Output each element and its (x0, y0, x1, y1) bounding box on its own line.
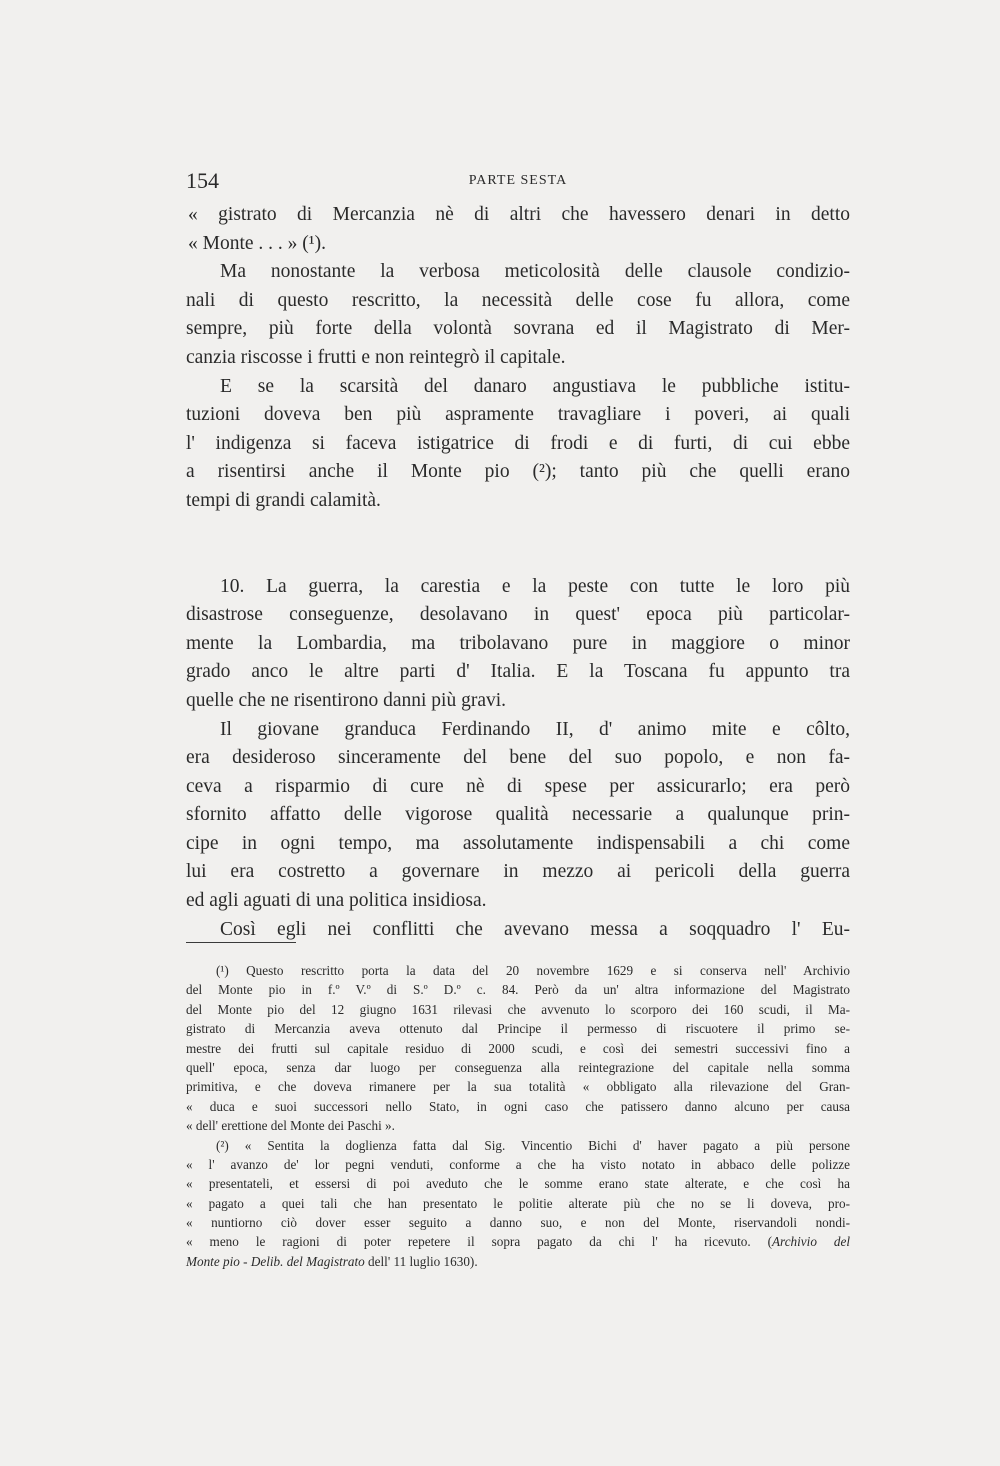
footnote-line: « dell' erettione del Monte dei Paschi ». (186, 1118, 395, 1134)
text-line: tuzioni doveva ben più aspramente travagliare i poveri, ai quali (186, 404, 850, 426)
text-line: lui era costretto a governare in mezzo ai pericoli della guerra (186, 861, 850, 883)
footnote-line: « l' avanzo de' lor pegni venduti, conforme a che ha visto notato in abbaco delle polizze (186, 1156, 850, 1172)
footnote-date: dell' 11 luglio 1630). (364, 1253, 478, 1269)
text-line: tempi di grandi calamità. (186, 489, 381, 511)
footnote-line: « presentateli, et essersi di poi aveduto che le somme erano state alterate, e che così ha (186, 1176, 850, 1192)
text-line: a risentirsi anche il Monte pio (²); tanto più che quelli erano (186, 461, 850, 483)
text-line: E se la scarsità del danaro angustiava le pubbliche istitu- (220, 375, 850, 397)
footnote-line: « duca e suoi successori nello Stato, in ogni caso che patissero danno alcuno per causa (186, 1098, 850, 1114)
footnote-line: « nuntiorno ciò dover esser seguito a danno suo, e non del Monte, riservandoli nondi- (186, 1215, 850, 1231)
text-line: l' indigenza si faceva istigatrice di frodi e di furti, di cui ebbe (186, 432, 850, 454)
footnote-line (186, 1252, 850, 1271)
page-header (186, 168, 850, 198)
text-line: « Monte . . . » (¹). (188, 232, 326, 254)
text-line: canzia riscosse i frutti e non reintegrò il capitale. (186, 346, 566, 368)
footnote-line: (¹) Questo rescritto porta la data del 20 novembre 1629 e si conserva nell' Archivio (216, 963, 850, 978)
text-line: cipe in ogni tempo, ma assolutamente indispensabili a chi come (186, 832, 850, 854)
text-line: ceva a risparmio di cure nè di spese per assicurarlo; era però (186, 775, 850, 797)
footnote-line (186, 1232, 850, 1251)
footnote-line: gistrato di Mercanzia aveva ottenuto dal Principe il permesso di riscuotere il primo se- (186, 1021, 850, 1037)
text-line: mente la Lombardia, ma tribolavano pure in maggiore o minor (186, 632, 850, 654)
text-line: 10. La guerra, la carestia e la peste con tutte le loro più (220, 575, 850, 597)
text-line: Il giovane granduca Ferdinando II, d' animo mite e côlto, (220, 718, 850, 740)
text-line: sempre, più forte della volontà sovrana ed il Magistrato di Mer- (186, 318, 850, 340)
text-line: Così egli nei conflitti che avevano messa a soqquadro l' Eu- (220, 918, 850, 940)
text-line: era desideroso sinceramente del bene del suo popolo, e non fa- (186, 747, 850, 769)
footnote-line: quell' epoca, senza dar luogo per conseguenza alla reintegrazione del capitale nella somma (186, 1059, 850, 1075)
footnote-line: (²) « Sentita la doglienza fatta dal Sig. Vincentio Bichi d' haver pagato a più persone (216, 1137, 850, 1153)
footnote-line: primitiva, e che doveva rimanere per la sua totalità « obbligato alla rilevazione del Gran- (186, 1079, 850, 1095)
text-line: nali di questo rescritto, la necessità delle cose fu allora, come (186, 289, 850, 311)
text-line: ed agli aguati di una politica insidiosa. (186, 890, 487, 912)
text-line: grado anco le altre parti d' Italia. E la Toscana fu appunto tra (186, 661, 850, 683)
text-line: disastrose conseguenze, desolavano in quest' epoca più particolar- (186, 604, 850, 626)
footnote-line: « pagato a quei tali che han presentato le politie alterate più che no se li doveva, pro- (186, 1195, 850, 1211)
footnotes (186, 961, 850, 1271)
text-line: quelle che ne risentirono danni più gravi. (186, 689, 507, 711)
footnote-line: del Monte pio in f.º V.º di S.º D.º c. 84. Però da un' altra informazione del Magistrato (186, 982, 850, 998)
running-head: PARTE SESTA (468, 173, 568, 188)
footnote-text: « meno le ragioni di poter repetere il sopra pagato da chi l' ha ricevuto. ( (186, 1234, 772, 1250)
footnote-line: mestre dei frutti sul capitale residuo di 2000 scudi, e così dei semestri successivi fino a (186, 1040, 850, 1056)
text-line: Ma nonostante la verbosa meticolosità delle clausole condizio- (220, 261, 850, 283)
page-number: 154 (186, 168, 219, 193)
footnote-rule (186, 942, 296, 943)
archive-citation: Monte pio - Delib. del Magistrato (186, 1253, 365, 1269)
archive-citation: Archivio del (772, 1234, 850, 1250)
paragraph-gap (186, 516, 850, 573)
footnote-line: del Monte pio del 12 giugno 1631 rilevasi che avvenuto lo scorporo dei 160 scudi, il Ma- (186, 1001, 850, 1017)
text-line: sfornito affatto delle vigorose qualità necessarie a qualunque prin- (186, 804, 850, 826)
text-line: « gistrato di Mercanzia nè di altri che havessero denari in detto (188, 204, 850, 225)
main-text (186, 201, 850, 944)
